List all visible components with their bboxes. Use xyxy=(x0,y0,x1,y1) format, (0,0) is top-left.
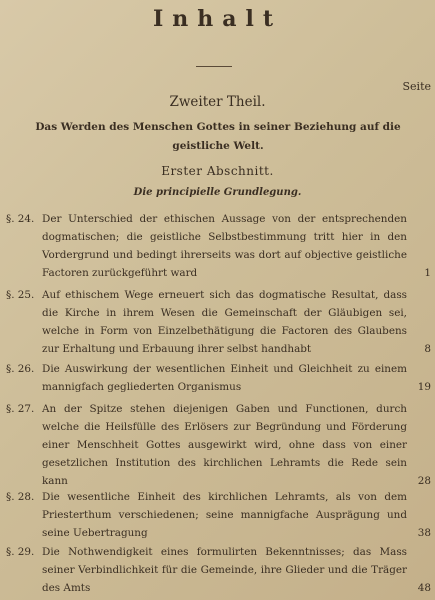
entry-text: Der Unterschied der ethischen Aussage von der entsprechenden dogmatischen; die geistliche Selbstbestimmung tritt hier in den Vordergrund und bedingt ihrerseits was dort auf objective geistliche Factoren zurückgeführt ward xyxy=(42,213,407,279)
toc-entry xyxy=(6,543,431,597)
page-column-label: Seite xyxy=(402,80,431,93)
section-title: Erster Abschnitt. xyxy=(161,164,274,178)
page-number: 38 xyxy=(417,527,431,539)
entry-text: Die wesentliche Einheit des kirchlichen Lehramts, als von dem Priesterthum verschiedenen; seine mannigfache Ausprägung und seine Uebertragung xyxy=(42,491,407,539)
paragraph-number: §. 24. xyxy=(6,213,35,225)
page-number: 28 xyxy=(417,475,431,487)
part-description: Das Werden des Menschen Gottes in seiner Beziehung auf die geistliche Welt. xyxy=(35,121,401,152)
toc-entry xyxy=(6,400,431,490)
page-number: 48 xyxy=(417,582,431,594)
section-subtitle: Die principielle Grundlegung. xyxy=(133,187,302,198)
page-number: 8 xyxy=(424,343,431,355)
page-number: 1 xyxy=(424,267,431,279)
title-divider xyxy=(196,66,232,67)
paragraph-number: §. 28. xyxy=(6,491,35,503)
entry-text: Auf ethischem Wege erneuert sich das dogmatische Resultat, dass die Kirche in ihrem Wesen die Gemeinschaft der Gläubigen sei, welche in Form von Einzelbethätigung die Factoren des Glaubens zur Erhaltung und Erbauung ihrer selbst handhabt xyxy=(42,289,407,355)
entry-text: An der Spitze stehen diejenigen Gaben und Functionen, durch welche die Heilsfülle des Erlösers zur Begründung und Förderung einer Menschheit Gottes ausgewirkt wird, ohne dass von einer gesetzlichen Institution des kirchlichen Lehramts die Rede sein kann xyxy=(42,403,407,487)
paragraph-number: §. 26. xyxy=(6,363,35,375)
page-number: 19 xyxy=(417,381,431,393)
toc-entry xyxy=(6,286,431,358)
entry-text: Die Nothwendigkeit eines formulirten Bekenntnisses; das Mass seiner Verbindlichkeit für die Gemeinde, ihre Glieder und die Träger des Amts xyxy=(42,546,407,594)
toc-entry xyxy=(6,488,431,542)
paragraph-number: §. 27. xyxy=(6,403,35,415)
page-title: Inhalt xyxy=(152,6,283,32)
toc-entry xyxy=(6,210,431,282)
paragraph-number: §. 29. xyxy=(6,546,35,558)
entry-text: Die Auswirkung der wesentlichen Einheit und Gleichheit zu einem mannigfach gegliederten Organismus xyxy=(42,363,407,393)
paragraph-number: §. 25. xyxy=(6,289,35,301)
toc-entry xyxy=(6,360,431,396)
part-title: Zweiter Theil. xyxy=(169,94,266,110)
